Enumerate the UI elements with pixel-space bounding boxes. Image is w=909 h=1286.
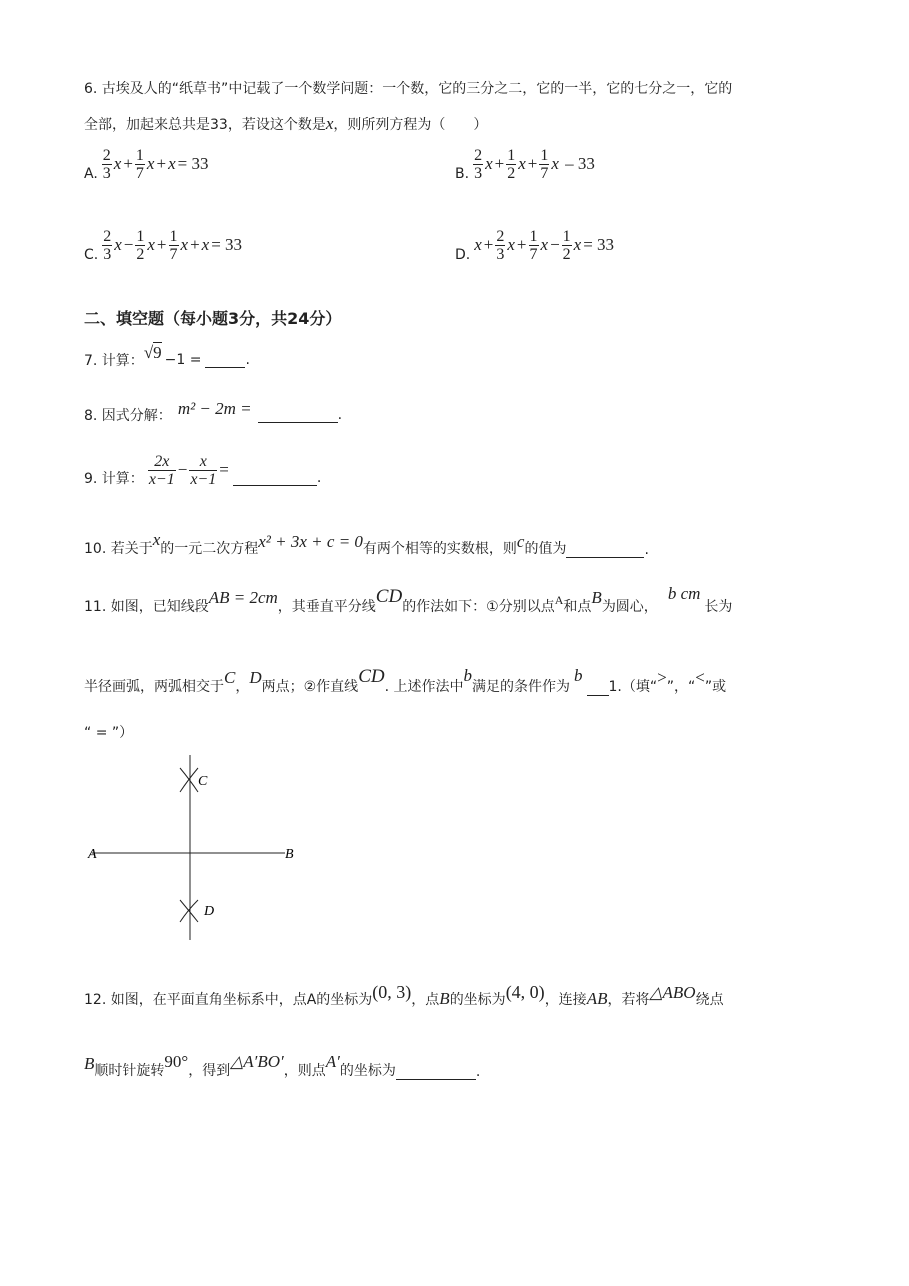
q7-sqrt: √9 [143, 343, 162, 362]
q12-line1 [84, 982, 724, 1009]
q11-answer-blank[interactable] [587, 681, 609, 696]
q6-option-a[interactable] [84, 146, 208, 182]
q6-line2 [84, 114, 487, 134]
q11-l1-e: 为圆心， [601, 599, 658, 615]
q12-l2-c: ，则点 [283, 1063, 326, 1079]
fig-label-d: D [204, 904, 215, 919]
q7 [84, 343, 250, 370]
q12-l1-a: 12. 如图，在平面直角坐标系中，点A的坐标为 [84, 992, 373, 1008]
q11-line1 [84, 584, 733, 616]
q10-mid: 的一元二次方程 [160, 541, 259, 557]
q12-angle: 90° [164, 1052, 189, 1071]
q12-l1-e: ，若将 [607, 992, 650, 1008]
option-a-label: A. [84, 166, 98, 182]
q11-l2-d: 满足的条件作为 [472, 679, 570, 695]
q9-prefix: 9. 计算： [84, 471, 144, 487]
q8-answer-blank[interactable] [258, 408, 338, 423]
q12-l1-b: ，点 [411, 992, 440, 1008]
q6-option-b[interactable] [455, 146, 595, 182]
q12-l2-b-point: B [84, 1054, 95, 1073]
q10-end: 的值为 [524, 541, 567, 557]
q10-answer-blank[interactable] [566, 543, 644, 558]
q6-line2-a: 全部，加起来总共是33，若设这个数是 [84, 117, 326, 133]
q12-l1-c: 的坐标为 [449, 992, 506, 1008]
q11-l1-c: 的作法如下：①分别以点 [402, 599, 555, 615]
option-d-expr: x + $\frac{2}{3}$ x + $\frac{1}{7}$ x − $\frac{1}{2}$ x = 33 [474, 227, 615, 263]
q8-expr: m² − 2m = [177, 399, 252, 418]
q7-answer-blank[interactable] [205, 353, 245, 368]
q10-prefix: 10. 若关于 [84, 541, 153, 557]
q10-dot: . [644, 542, 649, 558]
q7-tail: −1 = [164, 352, 202, 368]
q12-l2-d: 的坐标为 [339, 1063, 396, 1079]
q12-line2 [84, 1052, 481, 1080]
q10-var: x [152, 530, 161, 549]
eq-tail: = 33 [583, 235, 615, 254]
q8-prefix: 8. 因式分解： [84, 408, 172, 424]
q12-l1-f: 绕点 [695, 992, 724, 1008]
q11-l1-a: 11. 如图，已知线段 [84, 599, 209, 615]
fig-label-b: B [285, 847, 294, 862]
q9 [84, 452, 321, 488]
q11-l1-f: 长为 [704, 599, 733, 615]
q11-cd2: CD [358, 666, 385, 687]
q7-end: . [245, 352, 250, 368]
q12-triangle: △ABO [649, 983, 696, 1002]
q11-d: D [249, 668, 262, 687]
q12-a-prime: A′ [325, 1052, 340, 1071]
fig-label-c: C [198, 774, 208, 789]
q11-point-b: B [591, 588, 602, 607]
q12-ab: AB [586, 989, 608, 1008]
q11-l1-d: 和点 [563, 599, 592, 615]
q6-option-d[interactable] [455, 227, 614, 263]
q11-l1-b: ，其垂直平分线 [277, 599, 376, 615]
q12-l2-a: 顺时针旋转 [94, 1063, 165, 1079]
q8 [84, 399, 343, 425]
option-d-label: D. [455, 247, 471, 263]
q11-radius: b cm [667, 584, 701, 603]
q10-tail: 有两个相等的实数根，则 [362, 541, 517, 557]
q11-point-a: A [554, 593, 564, 607]
q12-triangle-rotated: △A′BO′ [230, 1052, 284, 1071]
q11-l2-e: 1.（填“ [608, 679, 658, 695]
section-heading: 二、填空题（每小题3分，共24分） [84, 309, 342, 328]
q9-end: . [316, 470, 322, 486]
q6-option-c[interactable] [84, 227, 242, 263]
q10-c: c [516, 532, 525, 551]
q11-l2-c: . 上述作法中 [384, 679, 464, 695]
q11-figure [80, 750, 310, 945]
q11-ab-length: AB = 2cm [208, 588, 278, 607]
q11-l2-g: ”或 [704, 679, 727, 695]
q6-var: x [325, 114, 334, 133]
q10-equation: x² + 3x + c = 0 [258, 532, 363, 551]
eq-tail: = 33 [211, 235, 243, 254]
q12-point-b-coord: (4, 0) [505, 982, 545, 1002]
fig-label-a: A [88, 847, 97, 862]
q11-cd: CD [375, 586, 403, 607]
eq-tail: = 33 [177, 154, 209, 173]
q11-c: C [224, 668, 236, 687]
q11-b2: b [574, 666, 583, 685]
q6-line2-b: ，则所列方程为（ ） [333, 117, 488, 133]
q12-l1-d: ，连接 [544, 992, 587, 1008]
q11-line2 [84, 666, 727, 696]
option-b-label: B. [455, 166, 470, 182]
q11-comma: ， [235, 679, 250, 695]
q10 [84, 530, 649, 558]
q12-answer-blank[interactable] [396, 1065, 476, 1080]
q11-l2-a: 半径画弧，两弧相交于 [84, 679, 224, 695]
option-c-expr: $\frac{2}{3}$ x − $\frac{1}{2}$ x + $\frac{1}{7}$ x + x = 33 [103, 227, 243, 263]
q11-gt: > [657, 668, 667, 687]
option-b-expr: $\frac{2}{3}$ x + $\frac{1}{2}$ x + $\frac{1}{7}$ x – 33 [474, 146, 595, 182]
q9-expr: $\frac{2x}{x-1}$ − $\frac{x}{x-1}$ = [148, 452, 229, 488]
q8-end: . [337, 407, 343, 423]
q11-l2-b: 两点；②作直线 [261, 679, 359, 695]
option-c-label: C. [84, 247, 99, 263]
q11-b1: b [463, 666, 472, 685]
q7-prefix: 7. 计算： [84, 353, 144, 369]
q12-l2-b: ，得到 [188, 1063, 231, 1079]
q11-l2-f: ”，“ [666, 679, 696, 695]
q12-b: B [439, 989, 450, 1008]
q11-lt: < [695, 668, 705, 687]
q12-end: . [475, 1064, 481, 1080]
q12-point-a-coord: (0, 3) [372, 982, 412, 1002]
q11-line3: “ = ”） [84, 725, 134, 741]
q9-answer-blank[interactable] [233, 471, 317, 486]
option-a-expr: $\frac{2}{3}$ x + $\frac{1}{7}$ x + x = 33 [102, 146, 209, 182]
q6-line1: 6. 古埃及人的“纸草书”中记载了一个数学问题：一个数，它的三分之二，它的一半，它的七分之一，它的 [84, 81, 733, 97]
